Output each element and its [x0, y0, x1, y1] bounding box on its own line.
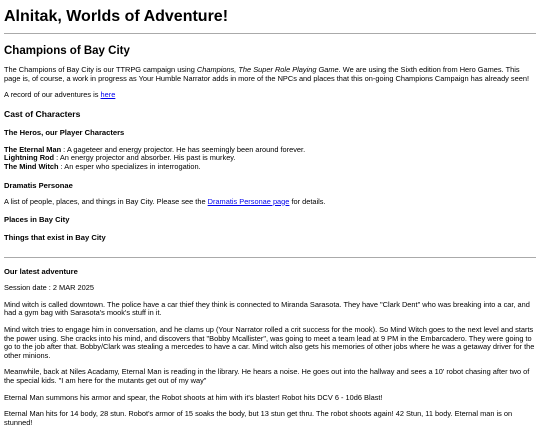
places-heading: Places in Bay City: [4, 215, 70, 225]
things-heading: Things that exist in Bay City: [4, 233, 106, 243]
intro-paragraph: [4, 66, 536, 83]
dramatis-text-after: for details.: [289, 196, 326, 206]
page-heading: Champions of Bay City: [4, 45, 130, 57]
adventure-paragraph: Mind witch tries to engage him in conversation, and he clams up (Your Narrator rolled a crit success for the mook). So Mind Witch goes to the next level and starts the power using. She cracks into his mind, and discovers that "Bobby Mcallister", was going to meet a team lead at 9 PM in the Embarcadero. They were going to go to the job after that. Bobby/Clark was stealing a mercedes to have a car. Mind witch also gets his memories of other jobs where he was a getaway driver for the other minions.: [4, 324, 535, 360]
hero-description: : An energy projector and absorber. His past is murkey.: [54, 153, 236, 163]
game-title: Champions, The Super Role Playing Game: [196, 65, 339, 74]
session-date: Session date : 2 MAR 2025: [4, 283, 94, 293]
hero-description: : A gageteer and energy projector. He has seemingly been around forever.: [61, 144, 306, 154]
dramatis-paragraph: [4, 198, 536, 207]
hero-row: [4, 163, 536, 172]
dramatis-text-before: A list of people, places, and things in Bay City. Please see the: [4, 196, 208, 206]
latest-adventure-heading: Our latest adventure: [4, 267, 78, 277]
adventure-paragraph: Meanwhile, back at Niles Acadamy, Eternal Man is reading in the library. He hears a noise. He goes out into the hallway and sees a 10' robot chasing after two of the special kids. "I am here for the mutants get out of my way": [4, 367, 530, 385]
adventure-record-link[interactable]: here: [100, 90, 116, 100]
record-text: A record of our adventures is: [4, 90, 101, 100]
intro-text-after: . We are using the Sixth edition from Hero Games. This page is, of course, a work in progress as Your Humble Narrator adds in more of the NPCs and places that this on-going Champions Campaign has already seen!: [4, 65, 530, 83]
dramatis-personae-link[interactable]: Dramatis Personae page: [207, 196, 290, 206]
hero-description: : An esper who specializes in interrogation.: [58, 161, 201, 171]
adventure-paragraph: Eternal Man hits for 14 body, 28 stun. Robot's armor of 15 soaks the body, but 13 stun get thru. The robot shoots again! 42 Stun, 11 body. Eternal man is on stunned!: [4, 409, 513, 427]
adventure-paragraph: Eternal Man summons his armor and spear, the Robot shoots at him with it's blaster! Robot hits DCV 6 - 10d6 Blast!: [4, 392, 383, 402]
cast-heading: Cast of Characters: [4, 108, 81, 119]
title-divider: [4, 33, 536, 34]
adventure-paragraph: Mind witch is called downtown. The police have a car thief they think is connected to Miranda Sarasota. They have "Clark Dent" who was breaking into a car, and had a gym bag with Sarasota's mook's stuff in it.: [4, 299, 530, 318]
site-title: Alnitak, Worlds of Adventure!: [4, 8, 229, 25]
heroes-heading: The Heros, our Player Characters: [4, 127, 125, 137]
hero-name: The Mind Witch: [4, 161, 59, 171]
hero-name: Lightning Rod: [4, 153, 55, 163]
hero-list: [4, 146, 536, 172]
record-paragraph: [4, 91, 536, 100]
intro-text-before: The Champions of Bay City is our TTRPG campaign using: [4, 65, 197, 74]
dramatis-heading: Dramatis Personae: [4, 180, 73, 190]
hero-name: The Eternal Man: [4, 144, 62, 154]
section-divider: [4, 257, 536, 258]
